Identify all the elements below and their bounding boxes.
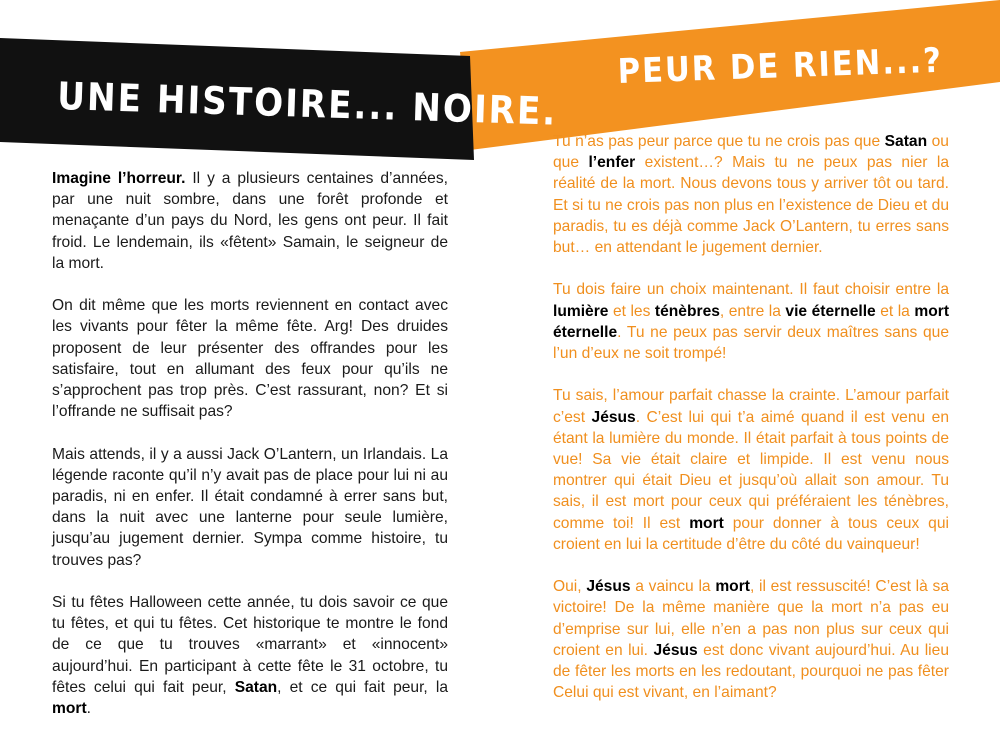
right-paragraph-4: Oui, Jésus a vaincu la mort, il est ressuscité! C’est là sa victoire! De la même manière que la mort n’a pas eu d’emprise sur lui, elle n’en a pas non plus sur ceux qui croient en lui. Jésus est donc vivant aujourd’hui. Au lieu de fêter les morts en les redoutant, pourquoi ne pas fêter Celui qui est vivant, en l’aimant? <box>553 578 949 702</box>
emphasis-mort-eternelle: mort éternelle <box>553 302 950 341</box>
emphasis-lumiere: lumière <box>553 302 609 320</box>
emphasis-jesus: Jésus <box>591 408 636 426</box>
emphasis-tenebres: ténèbres <box>654 302 720 320</box>
right-column <box>553 131 949 725</box>
emphasis-vie-eternelle: vie éternelle <box>785 302 876 320</box>
left-paragraph-1: Imagine l’horreur. Il y a plusieurs centaines d’années, par une nuit sombre, dans une forêt profonde et menaçante d’un pays du Nord, les gens ont peur. Il fait froid. Le lendemain, ils «fêtent» Samain, le seigneur de la mort. <box>52 170 448 272</box>
emphasis-jesus: Jésus <box>586 578 631 596</box>
emphasis-jesus: Jésus <box>653 641 698 659</box>
left-column <box>52 168 448 740</box>
right-title: PEUR DE RIEN...? <box>617 40 944 92</box>
lead-text: Imagine l’horreur. <box>52 170 186 187</box>
emphasis-satan: Satan <box>884 133 928 150</box>
emphasis-mort: mort <box>52 700 87 718</box>
emphasis-enfer: l’enfer <box>588 154 636 172</box>
left-paragraph-3: Mais attends, il y a aussi Jack O’Lantern, un Irlandais. La légende raconte qu’il n’y avait pas de place pour lui ni au paradis, ni en enfer. Il était condamné à errer sans but, dans la nuit avec une lanterne pour seule lumière, jusqu’au jugement dernier. Sympa comme histoire, tu trouves pas? <box>52 445 448 569</box>
emphasis-mort: mort <box>715 578 750 596</box>
emphasis-satan: Satan <box>234 678 278 696</box>
right-paragraph-3: Tu sais, l’amour parfait chasse la crainte. L’amour parfait c’est Jésus. C’est lui qui t’a aimé quand il est venu en étant la lumière du monde. Il était parfait à tous points de vue! Sa vie était claire et limpide. Il est venu nous montrer qui était Dieu et jusqu’où allait son amour. Tu sais, il est mort pour ceux qui préféraient les ténèbres, comme toi! Il est mort pour donner à tous ceux qui croient en lui la certitude d’être du côté du vainqueur! <box>553 387 949 553</box>
right-paragraph-2: Tu dois faire un choix maintenant. Il faut choisir entre la lumière et les ténèbres, entre la vie éternelle et la mort éternelle. Tu ne peux pas servir deux maîtres sans que l’un d’eux ne soit trompé! <box>553 281 950 363</box>
emphasis-mort: mort <box>689 514 724 532</box>
left-paragraph-4: Si tu fêtes Halloween cette année, tu dois savoir ce que tu fêtes, et qui tu fêtes. Cet historique te montre le fond de ce que tu trouves «marrant» et «innocent» aujourd’hui. En participant à cette fête le 31 octobre, tu fêtes celui qui fait peur, Satan, et ce qui fait peur, la mort. <box>52 594 448 718</box>
right-paragraph-1: Tu n’as pas peur parce que tu ne crois pas que Satan ou que l’enfer existent…? Mais tu ne peux pas nier la réalité de la mort. Nous devons tous y arriver tôt ou tard. Et si tu ne crois pas non plus en l’existence de Dieu et du paradis, tu es déjà comme Jack O’Lantern, tu erres sans but… en attendant le jugement dernier. <box>553 133 949 257</box>
left-title: UNE HISTOIRE... NOIRE. <box>56 74 559 134</box>
left-paragraph-2: On dit même que les morts reviennent en contact avec les vivants pour fêter la même fête. Arg! Des druides proposent de leur présenter des offrandes pour les satisfaire, tout en allumant des feux pour qu’ils ne s’approchent pas trop près. C’est rassurant, non? Et si l’offrande ne suffisait pas? <box>52 297 448 421</box>
